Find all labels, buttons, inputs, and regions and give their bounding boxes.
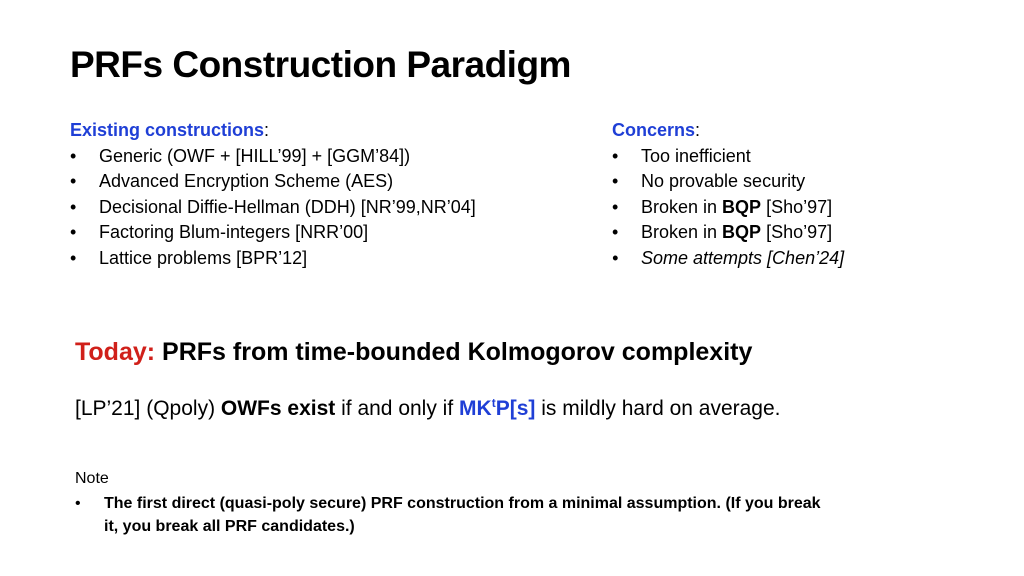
concerns-list: [612, 144, 1012, 272]
list-item: • Advanced Encryption Scheme (AES): [70, 169, 570, 195]
list-item: [612, 220, 1012, 246]
today-text: PRFs from time-bounded Kolmogorov complexity: [162, 338, 753, 366]
concerns-heading: [612, 118, 1012, 144]
concerns-heading-colon: :: [695, 120, 701, 140]
mktp-sup: t: [491, 396, 496, 410]
lp-iff: if and only if: [335, 397, 460, 420]
concern-citation: [Sho’97]: [761, 222, 833, 242]
today-headline: [75, 338, 752, 367]
list-item: • Some attempts [Chen’24]: [612, 246, 1012, 272]
concern-text: Broken in: [641, 196, 723, 217]
concerns-section: [612, 118, 1012, 271]
lp-statement: [75, 397, 781, 421]
list-item: • Lattice problems [BPR’12]: [70, 246, 570, 272]
note-item: • The first direct (quasi-poly secure) PRF construction from a minimal assumption. (If you break it, you break all PRF candidates.): [75, 492, 835, 538]
note-label: Note: [75, 470, 109, 487]
list-item: • No provable security: [612, 169, 1012, 195]
note-list: [75, 492, 835, 538]
existing-heading-colon: :: [264, 120, 270, 140]
existing-heading-label: Existing constructions: [70, 120, 265, 140]
bqp-label: BQP: [722, 196, 762, 217]
list-item: • Factoring Blum-integers [NRR’00]: [70, 220, 570, 246]
existing-constructions-list: [70, 144, 570, 272]
list-item: [612, 195, 1012, 221]
concerns-heading-label: Concerns: [612, 120, 696, 140]
today-colon: :: [146, 338, 163, 366]
existing-constructions-section: [70, 118, 570, 271]
mktp-mk: MK: [459, 397, 492, 420]
concern-citation: [Sho’97]: [761, 196, 833, 217]
slide-title: PRFs Construction Paradigm: [70, 44, 571, 85]
mktp-ps: P[s]: [495, 397, 536, 420]
today-label: Today: [75, 338, 147, 366]
lp-tail: is mildly hard on average.: [535, 397, 781, 420]
existing-constructions-heading: [70, 118, 570, 144]
concern-text: Broken in: [641, 222, 723, 242]
bqp-label: BQP: [722, 222, 762, 242]
owfs-exist: OWFs exist: [220, 397, 336, 420]
lp-citation: [LP’21] (Qpoly): [75, 397, 221, 420]
list-item: • Generic (OWF + [HILL’99] + [GGM’84]): [70, 144, 570, 170]
list-item: • Decisional Diffie-Hellman (DDH) [NR’99,NR’04]: [70, 195, 570, 221]
list-item: • Too inefficient: [612, 144, 1012, 170]
